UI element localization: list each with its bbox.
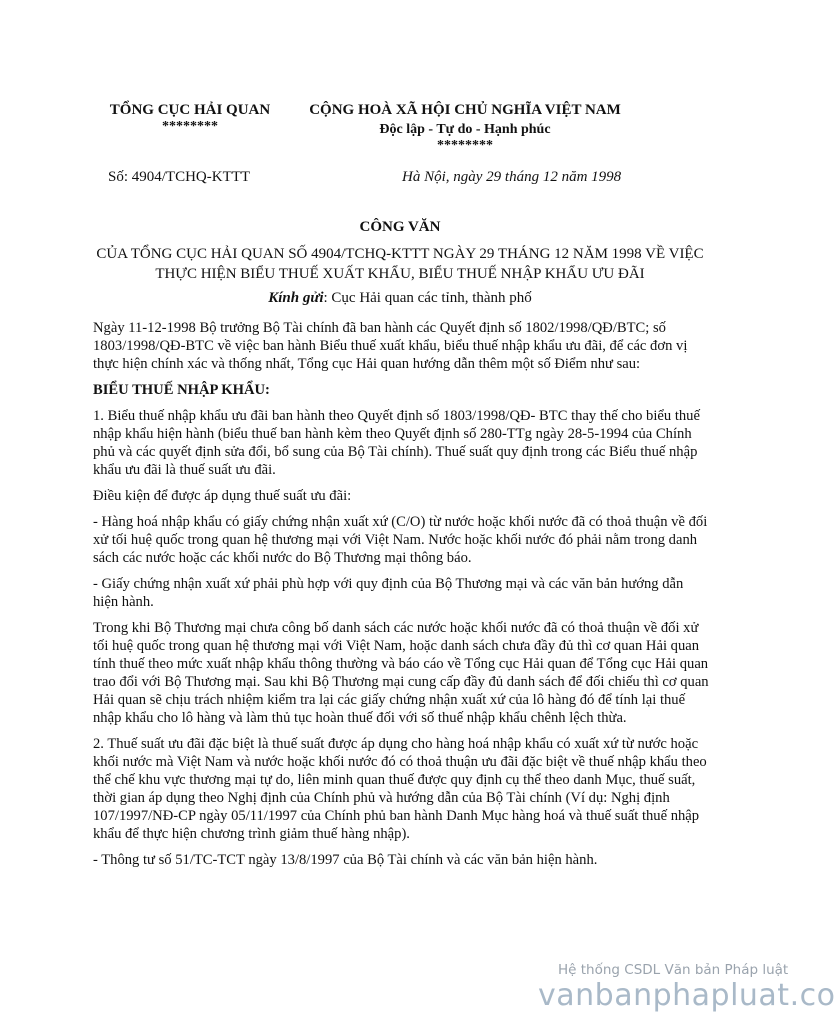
document-body — [93, 319, 710, 877]
watermark-site: vanbanphapluat.co — [538, 978, 835, 1013]
intro-paragraph: Ngày 11-12-1998 Bộ trưởng Bộ Tài chính đã ban hành các Quyết định số 1802/1998/QĐ/BTC; số 1803/1998/QĐ-BTC về việc ban hành Biểu thuế xuất khẩu, biểu thuế nhập khẩu ưu đãi, để các đơn vị thực hiện chính xác và thống nhất, Tổng cục Hải quan hướng dẫn thêm một số Điểm như sau: — [93, 320, 688, 372]
body-paragraph: Điều kiện để được áp dụng thuế suất ưu đãi: — [93, 488, 352, 504]
document-subject: CỦA TỔNG CỤC HẢI QUAN SỐ 4904/TCHQ-KTTT NGÀY 29 THÁNG 12 NĂM 1998 VỀ VIỆC THỰC HIỆN BIỂU THUẾ XUẤT KHẨU, BIỂU THUẾ NHẬP KHẨU ƯU ĐÃI — [96, 246, 704, 282]
recipient-line — [0, 290, 800, 307]
national-header-block — [290, 101, 640, 153]
country-name: CỘNG HOÀ XÃ HỘI CHỦ NGHĨA VIỆT NAM — [309, 102, 621, 118]
body-paragraph: - Thông tư số 51/TC-TCT ngày 13/8/1997 của Bộ Tài chính và các văn bản hiện hành. — [93, 852, 598, 868]
issuing-agency-name: TỔNG CỤC HẢI QUAN — [109, 102, 271, 118]
document-number: Số: 4904/TCHQ-KTTT — [108, 169, 251, 185]
agency-stars: ******** — [162, 119, 218, 134]
body-paragraph: 1. Biểu thuế nhập khẩu ưu đãi ban hành theo Quyết định số 1803/1998/QĐ- BTC thay thế cho biểu thuế nhập khẩu hiện hành (biểu thuế ban hành kèm theo Quyết định số 280-TTg ngày 28-5-1994 của Chính phủ và các quyết định sửa đổi, bổ sung của Bộ Tài chính). Thuế suất quy định trong các Biểu thuế nhập khẩu ưu đãi là thuế suất ưu đãi. — [93, 408, 700, 478]
body-paragraph: - Hàng hoá nhập khẩu có giấy chứng nhận xuất xứ (C/O) từ nước hoặc khối nước đã có thoả thuận về đối xử tối huệ quốc trong quan hệ thương mại với Việt Nam. Nước hoặc khối nước đó phải nằm trong danh sách các nước hoặc các khối nước do Bộ Thương mại thông báo. — [93, 514, 708, 566]
document-title: CÔNG VĂN — [359, 219, 441, 235]
watermark-caption: Hệ thống CSDL Văn bản Pháp luật — [558, 962, 789, 978]
recipient-text: : Cục Hải quan các tỉnh, thành phố — [323, 290, 532, 306]
recipient-label: Kính gửi — [268, 290, 324, 306]
motto-stars: ******** — [437, 138, 493, 153]
body-paragraph: - Giấy chứng nhận xuất xứ phải phù hợp với quy định của Bộ Thương mại và các văn bản hướng dẫn hiện hành. — [93, 576, 684, 610]
issuing-agency-block — [100, 101, 280, 134]
section-heading: BIỂU THUẾ NHẬP KHẨU: — [93, 382, 270, 398]
national-motto: Độc lập - Tự do - Hạnh phúc — [379, 122, 551, 137]
document-date: Hà Nội, ngày 29 tháng 12 năm 1998 — [402, 169, 622, 185]
body-paragraph: Trong khi Bộ Thương mại chưa công bố danh sách các nước hoặc khối nước đã có thoả thuận về đối xử tối huệ quốc trong quan hệ thương mại với Việt Nam, hoặc danh sách chưa đầy đủ thì cơ quan Hải quan tính thuế theo mức xuất nhập khẩu thông thường và báo cáo về Tổng cục Hải quan để Tổng cục Hải quan trao đổi với Bộ Thương mại. Sau khi Bộ Thương mại cung cấp đầy đủ danh sách để đối chiếu thì cơ quan Hải quan sẽ chịu trách nhiệm kiểm tra lại các giấy chứng nhận xuất xứ của lô hàng đó để tính lại thuế nhập khẩu cho lô hàng và làm thủ tục hoàn thuế đối với số thuế nhập khẩu chênh lệch thừa. — [93, 620, 709, 726]
body-paragraph: 2. Thuế suất ưu đãi đặc biệt là thuế suất được áp dụng cho hàng hoá nhập khẩu có xuất xứ từ nước hoặc khối nước mà Việt Nam và nước hoặc khối nước đó có thoả thuận ưu đãi đặc biệt về thuế nhập khẩu theo thể chế khu vực thương mại tự do, liên minh quan thuế được quy định cụ thể theo danh Mục, thuế suất, thời gian áp dụng theo Nghị định của Chính phủ và hướng dẫn của Bộ Tài chính (Ví dụ: Nghị định 107/1997/NĐ-CP ngày 05/11/1997 của Chính phủ ban hành Danh Mục hàng hoá và thuế suất thuế nhập khẩu để thực hiện chương trình giảm thuế hàng nhập). — [93, 736, 707, 842]
